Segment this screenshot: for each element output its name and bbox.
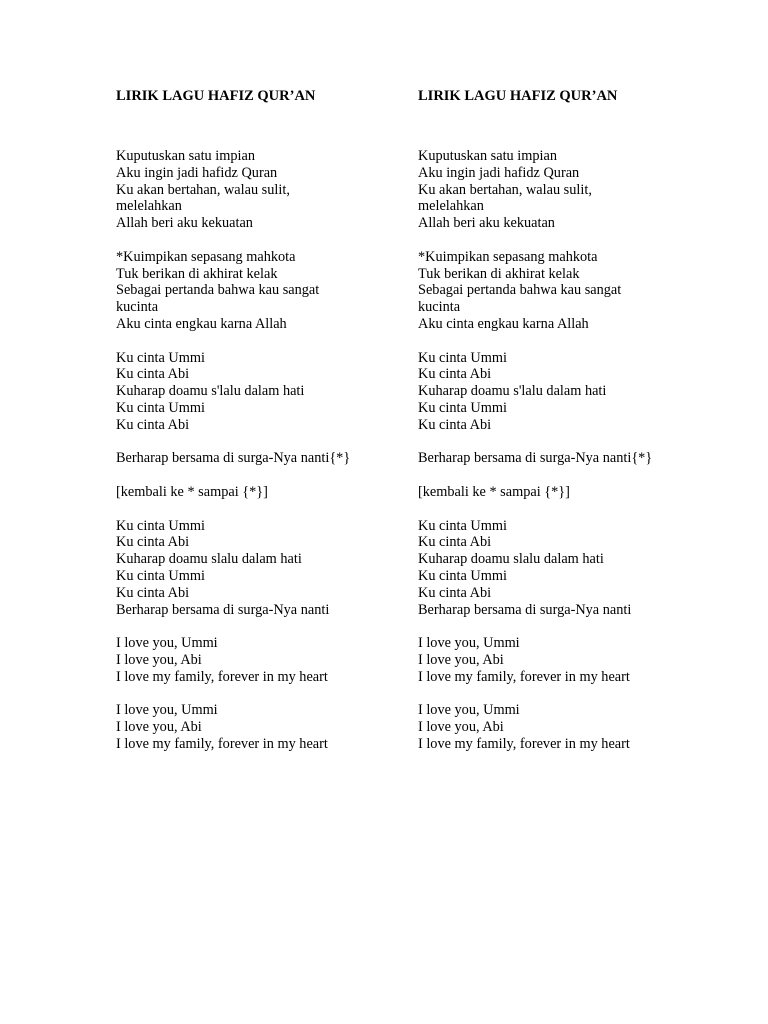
lyrics-line: *Kuimpikan sepasang mahkota xyxy=(116,248,296,265)
lyrics-line: Aku ingin jadi hafidz Quran xyxy=(418,164,580,181)
lyrics-line: Kuharap doamu s'lalu dalam hati xyxy=(116,383,305,400)
lyrics-stanza xyxy=(418,148,708,232)
lyrics-line: I love you, Ummi xyxy=(116,635,218,652)
lyrics-line: melelahkan xyxy=(418,198,484,215)
lyrics-line: Kuharap doamu s'lalu dalam hati xyxy=(418,383,607,400)
lyrics-stanza xyxy=(116,635,406,685)
lyrics-line: Ku cinta Ummi xyxy=(418,517,507,534)
lyrics-line: Ku cinta Ummi xyxy=(418,349,507,366)
lyrics-line: I love my family, forever in my heart xyxy=(116,668,328,685)
lyrics-line: Tuk berikan di akhirat kelak xyxy=(116,265,278,282)
lyrics-line: Berharap bersama di surga-Nya nanti{*} xyxy=(116,450,351,467)
lyrics-line: Kuputuskan satu impian xyxy=(116,148,255,164)
lyrics-line: Ku cinta Abi xyxy=(116,416,190,433)
lyrics-line: I love you, Abi xyxy=(418,719,504,736)
lyrics-line: Ku cinta Abi xyxy=(116,366,190,383)
lyrics-stanza xyxy=(116,518,406,619)
lyrics-line: Berharap bersama di surga-Nya nanti{*} xyxy=(418,450,653,467)
lyrics-line: I love you, Abi xyxy=(116,651,202,668)
lyrics-line: Ku akan bertahan, walau sulit, xyxy=(116,181,290,198)
lyrics-line: Ku cinta Ummi xyxy=(116,567,205,584)
lyrics-line: kucinta xyxy=(418,299,461,316)
lyrics-line: I love my family, forever in my heart xyxy=(418,668,630,685)
lyrics-line: Kuputuskan satu impian xyxy=(418,148,557,164)
lyrics-stanza xyxy=(116,702,406,752)
lyrics-line: *Kuimpikan sepasang mahkota xyxy=(418,248,598,265)
lyrics-stanza xyxy=(116,350,406,434)
lyrics-stanza xyxy=(418,635,708,685)
lyrics-line: [kembali ke * sampai {*}] xyxy=(116,483,268,500)
lyrics-line: Allah beri aku kekuatan xyxy=(116,215,253,232)
lyrics-column-right xyxy=(418,86,708,769)
lyrics-line: I love you, Ummi xyxy=(418,702,520,719)
lyrics-line: I love my family, forever in my heart xyxy=(418,735,630,752)
lyrics-stanza xyxy=(116,148,406,232)
lyrics-line: Sebagai pertanda bahwa kau sangat xyxy=(116,282,320,299)
lyrics-stanza xyxy=(418,484,708,501)
lyrics-line: Kuharap doamu slalu dalam hati xyxy=(116,551,302,568)
lyrics-line: Aku ingin jadi hafidz Quran xyxy=(116,164,278,181)
lyrics-line: Ku cinta Ummi xyxy=(116,399,205,416)
lyrics-stanza xyxy=(116,484,406,501)
lyrics-line: I love you, Ummi xyxy=(116,702,218,719)
lyrics-line: Berharap bersama di surga-Nya nanti xyxy=(116,601,330,618)
lyrics-stanza xyxy=(418,350,708,434)
lyrics-line: I love my family, forever in my heart xyxy=(116,735,328,752)
lyrics-line: I love you, Abi xyxy=(418,651,504,668)
lyrics-line: Ku cinta Abi xyxy=(418,416,492,433)
lyrics-line: [kembali ke * sampai {*}] xyxy=(418,483,570,500)
lyrics-title: LIRIK LAGU HAFIZ QUR’AN xyxy=(418,88,618,104)
lyrics-stanza xyxy=(418,450,708,467)
lyrics-line: Aku cinta engkau karna Allah xyxy=(116,315,287,332)
lyrics-line: Allah beri aku kekuatan xyxy=(418,215,555,232)
lyrics-line: Kuharap doamu slalu dalam hati xyxy=(418,551,604,568)
lyrics-line: Ku cinta Abi xyxy=(116,534,190,551)
lyrics-line: Ku cinta Ummi xyxy=(418,567,507,584)
lyrics-line: Ku cinta Ummi xyxy=(418,399,507,416)
lyrics-stanza xyxy=(116,249,406,333)
lyrics-line: Ku cinta Abi xyxy=(418,366,492,383)
lyrics-line: melelahkan xyxy=(116,198,182,215)
lyrics-line: Aku cinta engkau karna Allah xyxy=(418,315,589,332)
lyrics-line: Ku akan bertahan, walau sulit, xyxy=(418,181,592,198)
lyrics-stanza xyxy=(418,249,708,333)
lyrics-stanza xyxy=(116,450,406,467)
lyrics-column-left xyxy=(116,86,406,769)
lyrics-line: Ku cinta Abi xyxy=(418,584,492,601)
lyrics-body xyxy=(418,148,708,753)
lyrics-stanza xyxy=(418,702,708,752)
lyrics-line: I love you, Ummi xyxy=(418,635,520,652)
lyrics-line: I love you, Abi xyxy=(116,719,202,736)
lyrics-body xyxy=(116,148,406,753)
lyrics-line: Ku cinta Abi xyxy=(116,584,190,601)
lyrics-line: Berharap bersama di surga-Nya nanti xyxy=(418,601,632,618)
lyrics-line: Tuk berikan di akhirat kelak xyxy=(418,265,580,282)
lyrics-line: Ku cinta Ummi xyxy=(116,349,205,366)
lyrics-line: Sebagai pertanda bahwa kau sangat xyxy=(418,282,622,299)
lyrics-line: kucinta xyxy=(116,299,159,316)
lyrics-stanza xyxy=(418,518,708,619)
lyrics-title: LIRIK LAGU HAFIZ QUR’AN xyxy=(116,88,316,104)
lyrics-line: Ku cinta Ummi xyxy=(116,517,205,534)
lyrics-line: Ku cinta Abi xyxy=(418,534,492,551)
